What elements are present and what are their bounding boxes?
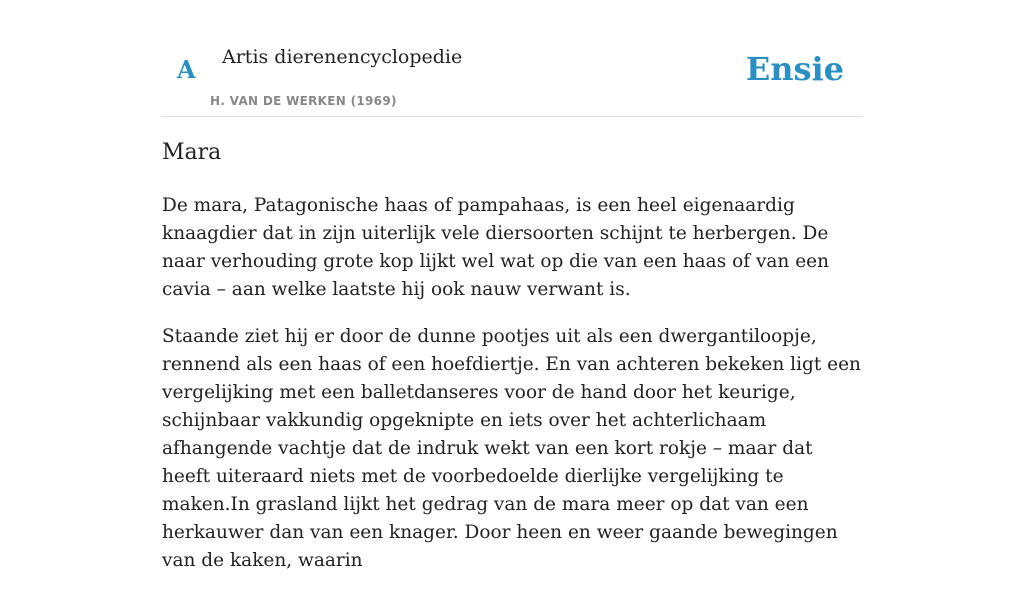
publication-author: H. VAN DE WERKEN (1969) — [210, 94, 397, 108]
brand-logo[interactable]: Ensie — [745, 50, 844, 88]
page — [162, 0, 862, 571]
paragraph: Staande ziet hij er door de dunne pootjes uit als een dwergantiloopje, rennend als een haas of een hoefdiertje. En van achteren bekeken ligt een vergelijking met een balletdanseres voor de hand door het keurige, schijnbaar vakkundig opgeknipte en iets over het achterlichaam afhangende vachtje dat de indruk wekt van een kort rokje – maar dat heeft uiteraard niets met de voorbedoelde dierlijke vergelijking te maken.In grasland lijkt het gedrag van de mara meer op dat van een herkauwer dan van een knager. Door heen en weer gaande bewegingen van de kaken, waarin — [162, 326, 861, 571]
header — [162, 0, 862, 117]
entry-content — [162, 192, 862, 594]
entry-title: Mara — [162, 140, 222, 165]
publication-title[interactable]: Artis dierenencyclopedie — [222, 46, 463, 68]
paragraph: De mara, Patagonische haas of pampahaas, is een heel eigenaardig knaagdier dat in zijn uiterlijk vele diersoorten schijnt te herbergen. De naar verhouding grote kop lijkt wel wat op die van een haas of van een cavia – aan welke laatste hij ook nauw verwant is. — [162, 195, 830, 300]
publication-logo[interactable]: A — [177, 55, 196, 84]
